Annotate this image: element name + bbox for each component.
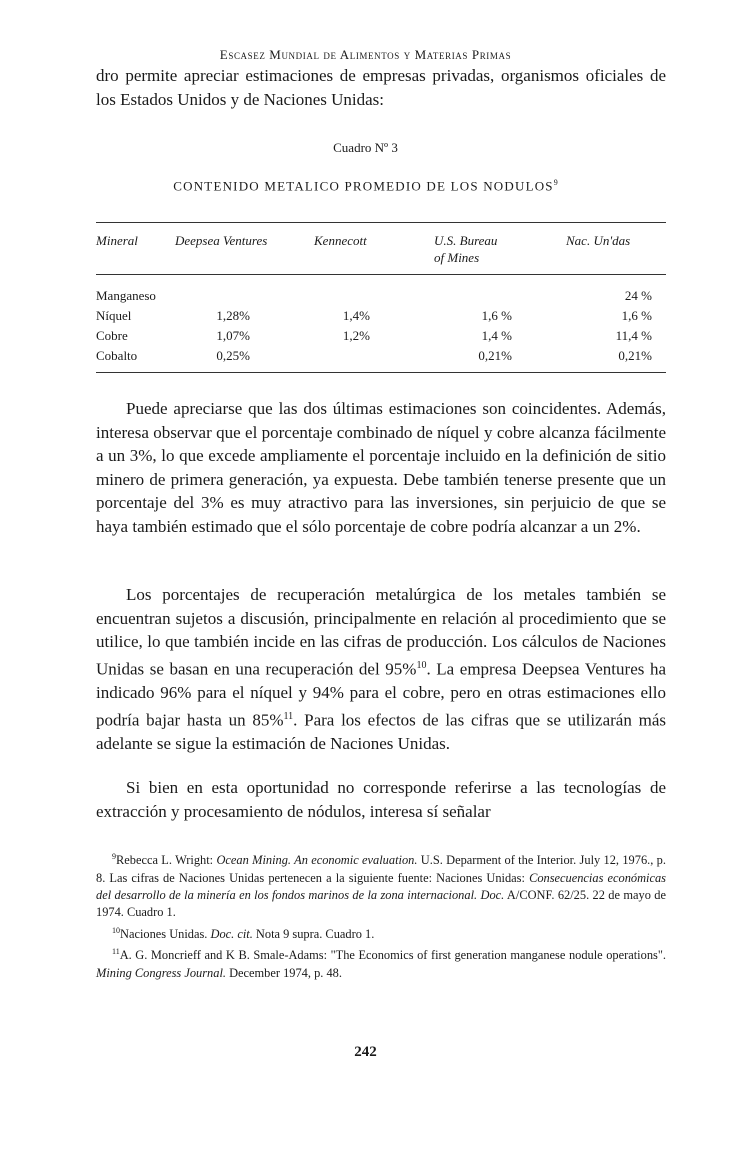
paragraph-1: Puede apreciarse que las dos últimas estimaciones son coincidentes. Además, interesa observar que el porcentaje combinado de níquel y cobre alcanza fácilmente a un 3%, lo que excede ampliamente el porcentaje incluido en la definición de sitio minero de primera generación, ya expuesta. Debe también tenerse presente que un porcentaje del 3% es muy atractivo para las inversiones, sin perjuicio de que se haya también estimado que el sólo porcentaje de cobre podría alcanzar a un 2%. [96,399,666,536]
header-kennecott: Kennecott [314,233,367,248]
table-title [0,178,731,194]
header-nacun: Nac. Un'das [566,233,631,248]
cell-usbm: 1,4 % [481,328,512,343]
paragraph-2-part-c: . Para los efectos de las cifras que se utilizarán más adelante se sigue la estimación de Naciones Unidas. [96,710,666,753]
paragraph-2 [96,583,666,755]
table-header-rule [96,274,666,275]
cell-deepsea: 1,28% [216,308,250,323]
cell-mineral: Níquel [96,308,132,323]
cell-nacun: 0,21% [618,348,652,363]
footnote-ref-10: 10 [416,659,427,671]
cell-deepsea: 1,07% [216,328,250,343]
cell-kennecott: 1,4% [342,308,370,323]
footnote-number: 11 [112,947,120,957]
cell-usbm: 0,21% [478,348,512,363]
paragraph-3-block [96,776,666,823]
footnote-title: Consecuencias económicas del desarrollo de la minería en los fondos marinos de la zona internacional. Doc. [96,870,667,902]
footnote-text: Nota 9 supra. Cuadro 1. [252,926,375,941]
header-usbm-line-1: U.S. Bureau [434,233,498,248]
cell-nacun: 11,4 % [615,328,652,343]
footnote [96,848,666,922]
footnote-text: Rebecca L. Wright: [116,853,217,868]
table-top-rule [96,222,666,223]
footnote-title: Ocean Mining. An economic evaluation. [216,853,418,868]
paragraph-2-part-a: Los porcentajes de recuperación metalúrgica de los metales también se encuentran sujetos a discusión, principalmente en relación al procedimiento que se utilice, lo que también incide en las cifras de producción. Los cálculos de Naciones Unidas se basan en una recuperación del 95% [96,585,666,679]
table-label: Cuadro Nº 3 [333,140,398,155]
footnote-text: Naciones Unidas. [120,926,211,941]
paragraph-2-part-b: . La empresa Deepsea Ventures ha indicado 96% para el níquel y 94% para el cobre, pero en otras estimaciones ello podría bajar hasta un 85% [96,659,666,730]
cell-mineral: Cobre [96,328,128,343]
cell-nacun: 24 % [624,288,652,303]
table-title-footnote-ref: 9 [553,178,558,187]
footnote-number: 10 [112,925,120,935]
running-head: Escasez Mundial de Alimentos y Materias Primas [219,47,512,62]
table-title-text: CONTENIDO METALICO PROMEDIO DE LOS NODULOS [173,178,554,194]
cell-deepsea: 0,25% [216,348,250,363]
header-usbm-line-2: of Mines [434,250,480,265]
footnote [96,922,666,944]
header-usbm [434,232,554,266]
paragraph-1-block [96,397,666,539]
cell-kennecott: 1,2% [342,328,370,343]
cell-mineral: Manganeso [96,288,156,303]
footnote-title: Doc. cit. [210,926,253,941]
footnote-ref-11: 11 [283,710,294,722]
footnote-number: 9 [112,852,116,861]
footnote-text: December 1974, p. 48. [226,965,342,980]
cell-nacun: 1,6 % [621,308,652,323]
footnote-text: U.S. Deparment of the Interior. July 12, 1976., p. 8. Las cifras de Naciones Unidas pertenecen a la siguiente fuente: Naciones Unidas: [96,853,666,885]
footnote-title: Mining Congress Journal. [96,965,226,980]
paragraph-3: Si bien en esta oportunidad no corresponde referirse a las tecnologías de extracción y procesamiento de nódulos, interesa sí señalar [96,778,666,821]
table-bottom-rule [96,372,666,373]
header-deepsea: Deepsea Ventures [175,233,268,248]
page-number: 242 [354,1044,377,1060]
header-mineral: Mineral [96,233,138,248]
intro-text: dro permite apreciar estimaciones de empresas privadas, organismos oficiales de los Estados Unidos y de Naciones Unidas: [96,66,666,109]
footnote-text: A/CONF. 62/25. 22 de mayo de 1974. Cuadro 1. [96,887,666,920]
footnotes [96,848,666,982]
footnote-text: A. G. Moncrieff and K B. Smale-Adams: "The Economics of first generation manganese nodule operations". [119,948,666,963]
footnote [96,943,666,982]
paragraph-2-block [96,583,666,755]
cell-mineral: Cobalto [96,348,138,363]
cell-usbm: 1,6 % [481,308,512,323]
